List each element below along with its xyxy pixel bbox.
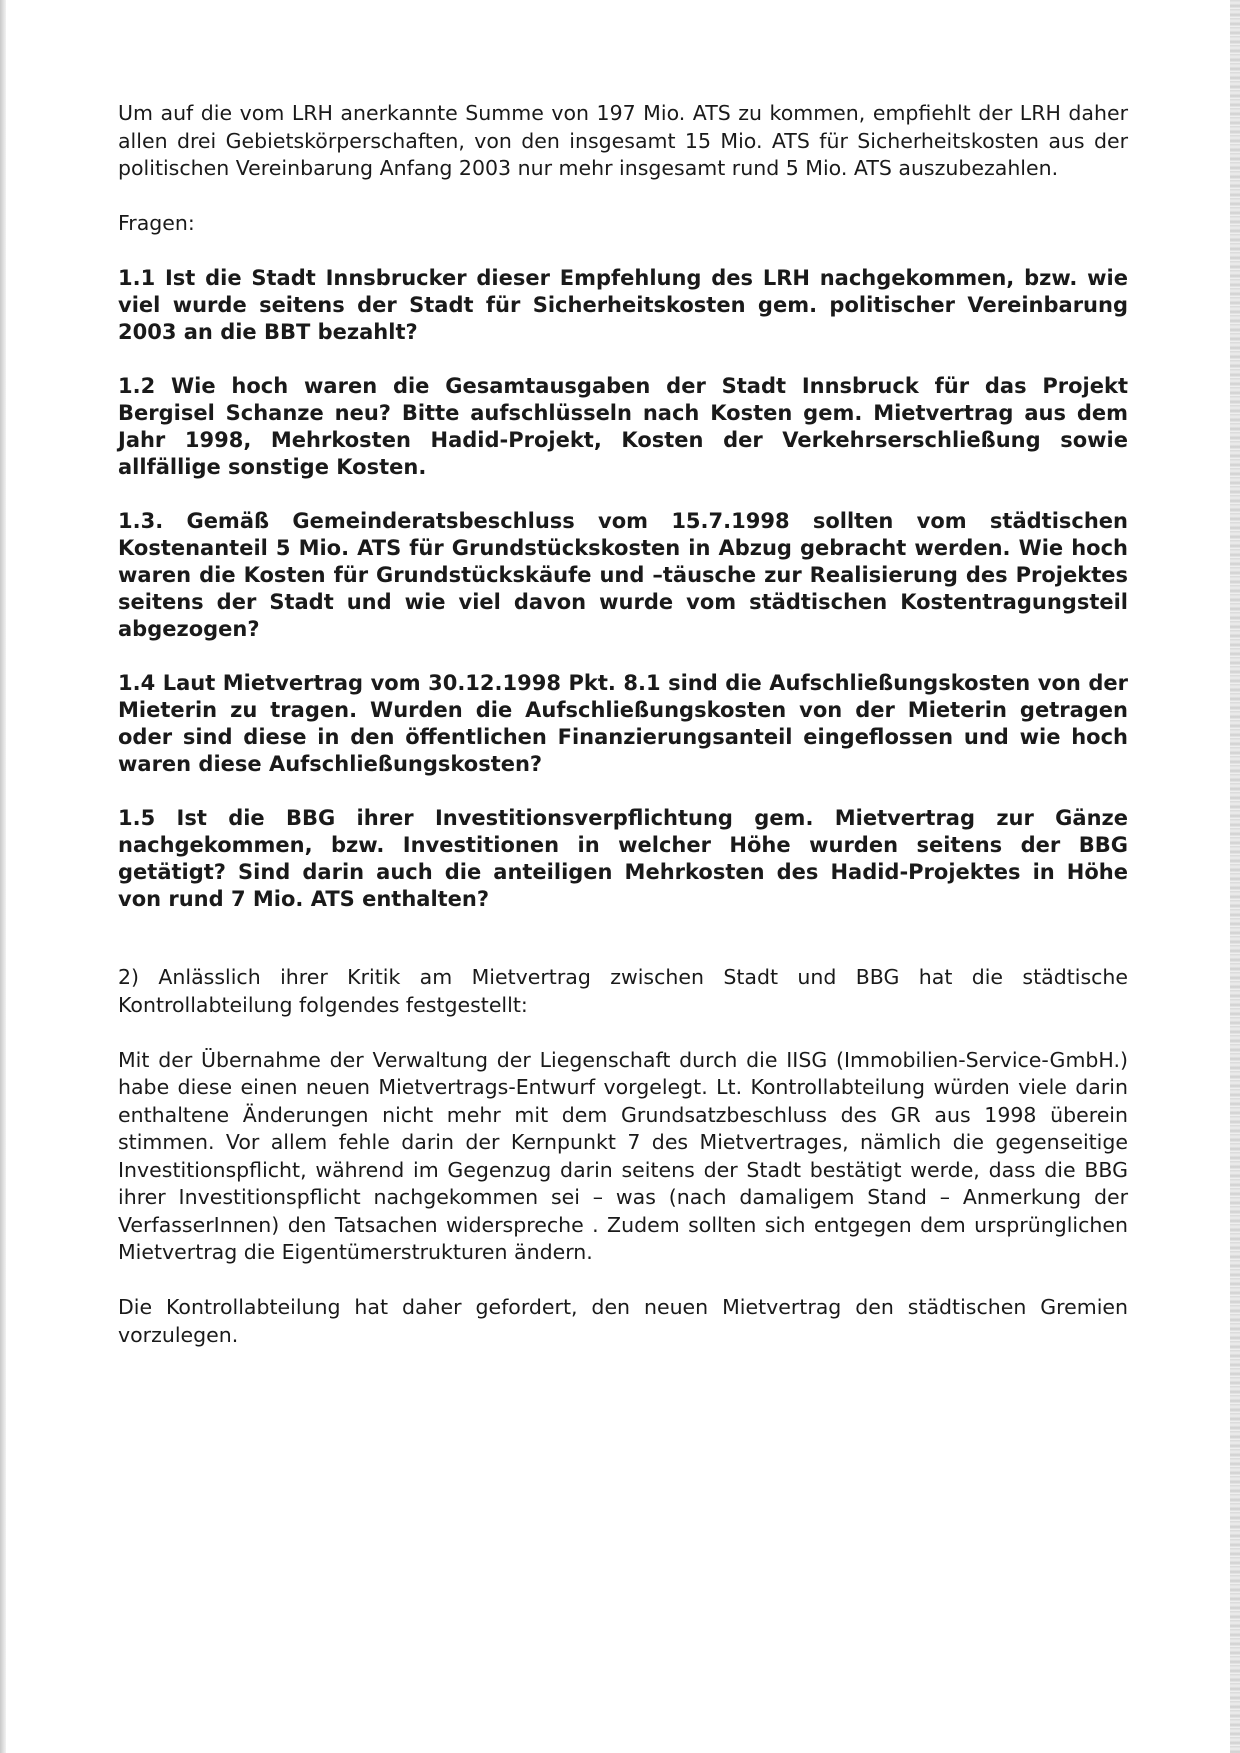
scan-edge-left	[0, 0, 6, 1753]
fragen-label: Fragen:	[118, 211, 195, 235]
question-1-1: 1.1 Ist die Stadt Innsbrucker dieser Empfehlung des LRH nachgekommen, bzw. wie viel wurde seitens der Stadt für Sicherheitskosten gem. politischer Vereinbarung 2003 an die BBT bezahlt?	[118, 266, 1128, 344]
section-spacer	[118, 940, 1128, 964]
iisg-paragraph: Mit der Übernahme der Verwaltung der Liegenschaft durch die IISG (Immobilien-Service-GmbH.) habe diese einen neuen Mietvertrags-Entwurf vorgelegt. Lt. Kontrollabteilung würden viele darin enthaltene Änderungen nicht mehr mit dem Grundsatzbeschluss des GR aus 1998 überein stimmen. Vor allem fehle darin der Kernpunkt 7 des Mietvertrages, nämlich die gegenseitige Investitionspflicht, während im Gegenzug darin seitens der Stadt bestätigt werde, dass die BBG ihrer Investitionspflicht nachgekommen sei – was (nach damaligem Stand – Anmerkung der VerfasserInnen) den Tatsachen widerspreche . Zudem sollten sich entgegen dem ursprünglichen Mietvertrag die Eigentümerstrukturen ändern.	[118, 1047, 1128, 1264]
intro-paragraph: Um auf die vom LRH anerkannte Summe von 197 Mio. ATS zu kommen, empfiehlt der LRH daher allen drei Gebietskörperschaften, von den insgesamt 15 Mio. ATS für Sicherheitskosten aus der politischen Vereinbarung Anfang 2003 nur mehr insgesamt rund 5 Mio. ATS auszubezahlen.	[118, 101, 1128, 180]
final-paragraph: Die Kontrollabteilung hat daher gefordert, den neuen Mietvertrag den städtischen Gremien vorzulegen.	[118, 1295, 1128, 1347]
question-1-4: 1.4 Laut Mietvertrag vom 30.12.1998 Pkt. 8.1 sind die Aufschließungskosten von der Mieterin zu tragen. Wurden die Aufschließungskosten von der Mieterin getragen oder sind diese in den öffentlichen Finanzierungsanteil eingeflossen und wie hoch waren diese Aufschließungskosten?	[118, 671, 1128, 776]
question-1-5: 1.5 Ist die BBG ihrer Investitionsverpflichtung gem. Mietvertrag zur Gänze nachgekommen, bzw. Investitionen in welcher Höhe wurden seitens der BBG getätigt? Sind darin auch die anteiligen Mehrkosten des Hadid-Projektes in Höhe von rund 7 Mio. ATS enthalten?	[118, 806, 1128, 911]
question-1-2: 1.2 Wie hoch waren die Gesamtausgaben der Stadt Innsbruck für das Projekt Bergisel Schanze neu? Bitte aufschlüsseln nach Kosten gem. Mietvertrag aus dem Jahr 1998, Mehrkosten Hadid-Projekt, Kosten der Verkehrserschließung sowie allfällige sonstige Kosten.	[118, 374, 1128, 479]
section-2-intro: 2) Anlässlich ihrer Kritik am Mietvertrag zwischen Stadt und BBG hat die städtische Kontrollabteilung folgendes festgestellt:	[118, 965, 1128, 1017]
scan-edge-right	[1230, 0, 1240, 1753]
document-page	[118, 100, 1128, 1377]
question-1-3: 1.3. Gemäß Gemeinderatsbeschluss vom 15.7.1998 sollten vom städtischen Kostenanteil 5 Mio. ATS für Grundstückskosten in Abzug gebracht werden. Wie hoch waren die Kosten für Grundstückskäufe und –täusche zur Realisierung des Projektes seitens der Stadt und wie viel davon wurde vom städtischen Kostentragungsteil abgezogen?	[118, 509, 1128, 641]
